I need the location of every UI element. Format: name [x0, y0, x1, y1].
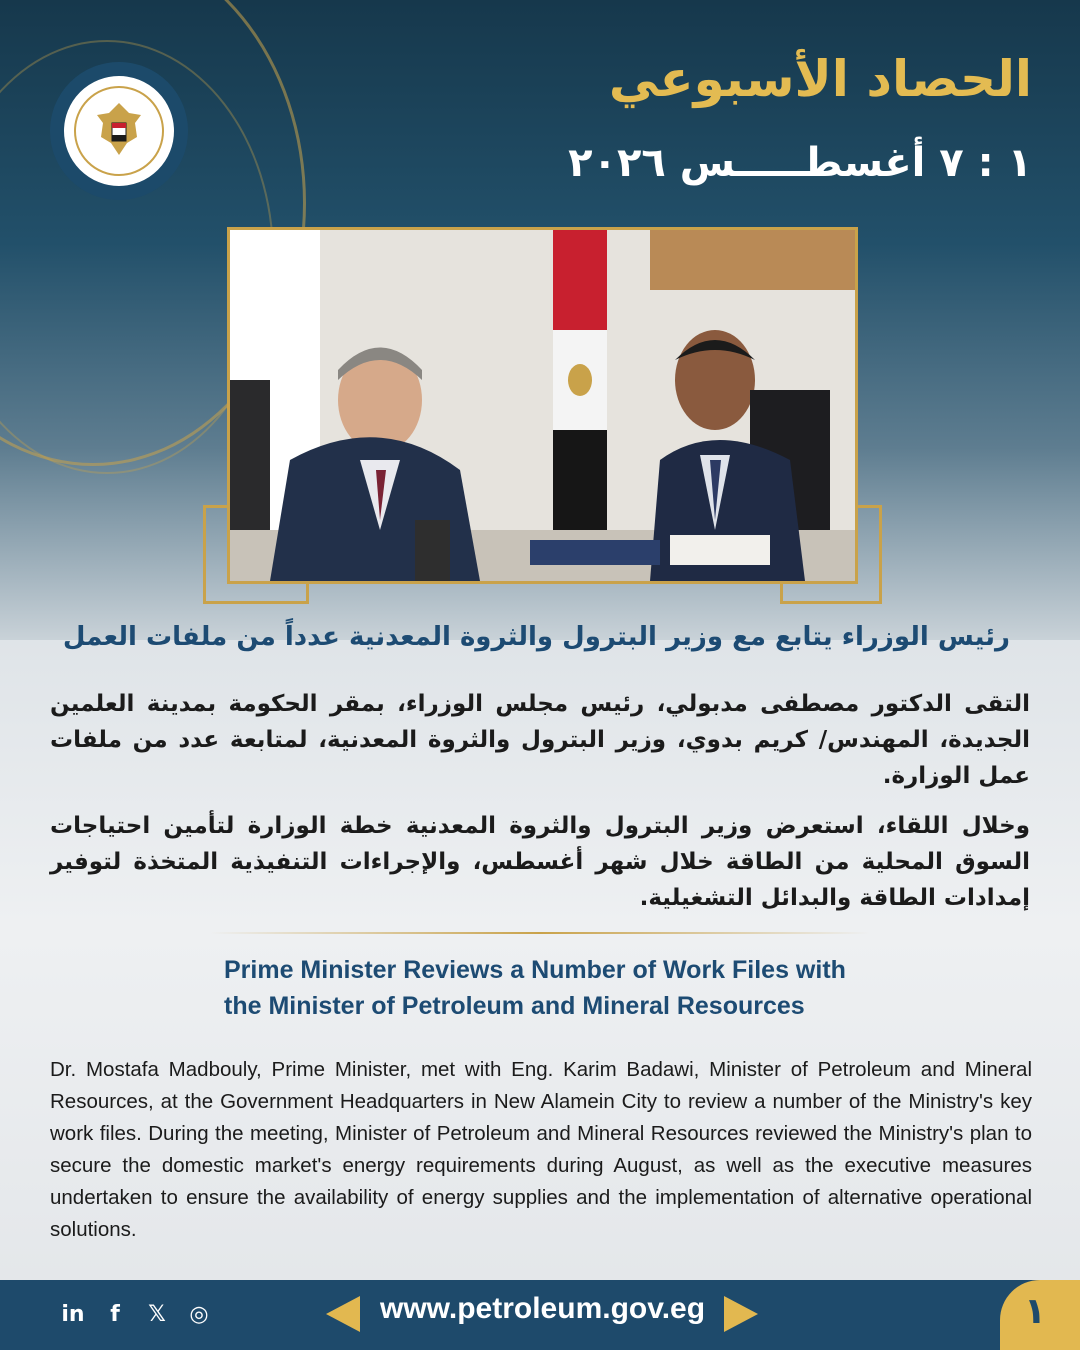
linkedin-icon[interactable]: in: [61, 1302, 85, 1327]
meeting-photo: [227, 227, 858, 584]
page-title: الحصاد الأسبوعي: [608, 50, 1032, 108]
article-body-en: Dr. Mostafa Madbouly, Prime Minister, met with Eng. Karim Badawi, Minister of Petroleum and Mineral Resources, at the Government Headquarters in New Alamein City to review a number of the Ministry's key work files. During the meeting, Minister of Petroleum and Mineral Resources reviewed the Ministry's plan to secure the domestic market's energy requirements during August, as well as the executive measures undertaken to ensure the availability of energy supplies and the implementation of alternative operational solutions.: [50, 1058, 1032, 1241]
facebook-icon[interactable]: f: [110, 1302, 120, 1327]
website-link[interactable]: www.petroleum.gov.eg: [380, 1292, 706, 1325]
arrow-left-icon: [326, 1296, 360, 1332]
x-icon[interactable]: 𝕏: [148, 1302, 166, 1327]
instagram-icon[interactable]: ◎: [189, 1302, 209, 1327]
page-number: ١: [1024, 1291, 1046, 1332]
date-range: ١ : ٧ أغسطـــــس ٢٠٢٦: [568, 140, 1032, 186]
arrow-right-icon: [724, 1296, 758, 1332]
section-divider: [210, 932, 870, 934]
article-headline-ar: رئيس الوزراء يتابع مع وزير البترول والثروة المعدنية عدداً من ملفات العمل: [62, 622, 1010, 652]
article-paragraph-ar: وخلال اللقاء، استعرض وزير البترول والثروة المعدنية خطة الوزارة لتأمين احتياجات السوق المحلية من الطاقة خلال شهر أغسطس، والإجراءات التنفيذية المتخذة لتوفير إمدادات الطاقة والبدائل التشغيلية.: [50, 813, 1030, 911]
ministry-logo: [50, 62, 188, 200]
article-paragraph-ar: التقى الدكتور مصطفى مدبولي، رئيس مجلس الوزراء، بمقر الحكومة بمدينة العلمين الجديدة، المهندس/ كريم بدوي، وزير البترول والثروة المعدنية، لمتابعة عدد من ملفات عمل الوزارة.: [50, 691, 1030, 789]
article-headline-en: Prime Minister Reviews a Number of Work Files with the Minister of Petroleum and Mineral Resources: [224, 956, 846, 1020]
